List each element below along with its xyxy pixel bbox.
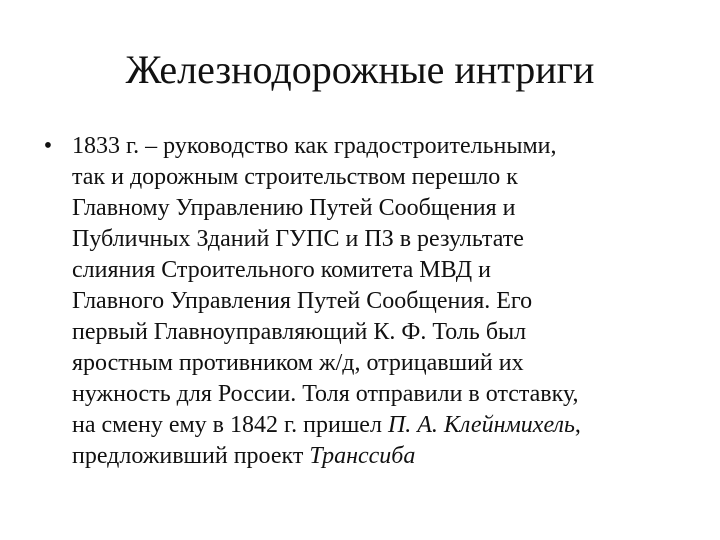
body-line: так и дорожным строительством перешло к xyxy=(72,164,518,190)
body-line: слияния Строительного комитета МВД и xyxy=(72,257,491,283)
body-line: 1833 г. – руководство как градостроительными, xyxy=(72,133,557,159)
body-line: на смену ему в 1842 г. пришел П. А. Клейнмихель, xyxy=(72,412,581,438)
project-name-italic: Транссиба xyxy=(309,443,416,469)
slide-title: Железнодорожные интриги xyxy=(125,47,595,92)
bullet-marker: • xyxy=(43,133,53,159)
person-name-italic: П. А. Клейнмихель xyxy=(387,412,575,438)
body-line: нужность для России. Толя отправили в отставку, xyxy=(72,381,579,407)
body-line: предложивший проект Транссиба xyxy=(72,443,416,469)
body-line: яростным противником ж/д, отрицавший их xyxy=(72,350,524,376)
slide-body xyxy=(43,131,682,472)
body-line: Главного Управления Путей Сообщения. Его xyxy=(72,288,533,314)
body-line: Публичных Зданий ГУПС и ПЗ в результате xyxy=(72,226,524,252)
body-line: Главному Управлению Путей Сообщения и xyxy=(72,195,516,221)
body-line: первый Главноуправляющий К. Ф. Толь был xyxy=(72,319,527,345)
